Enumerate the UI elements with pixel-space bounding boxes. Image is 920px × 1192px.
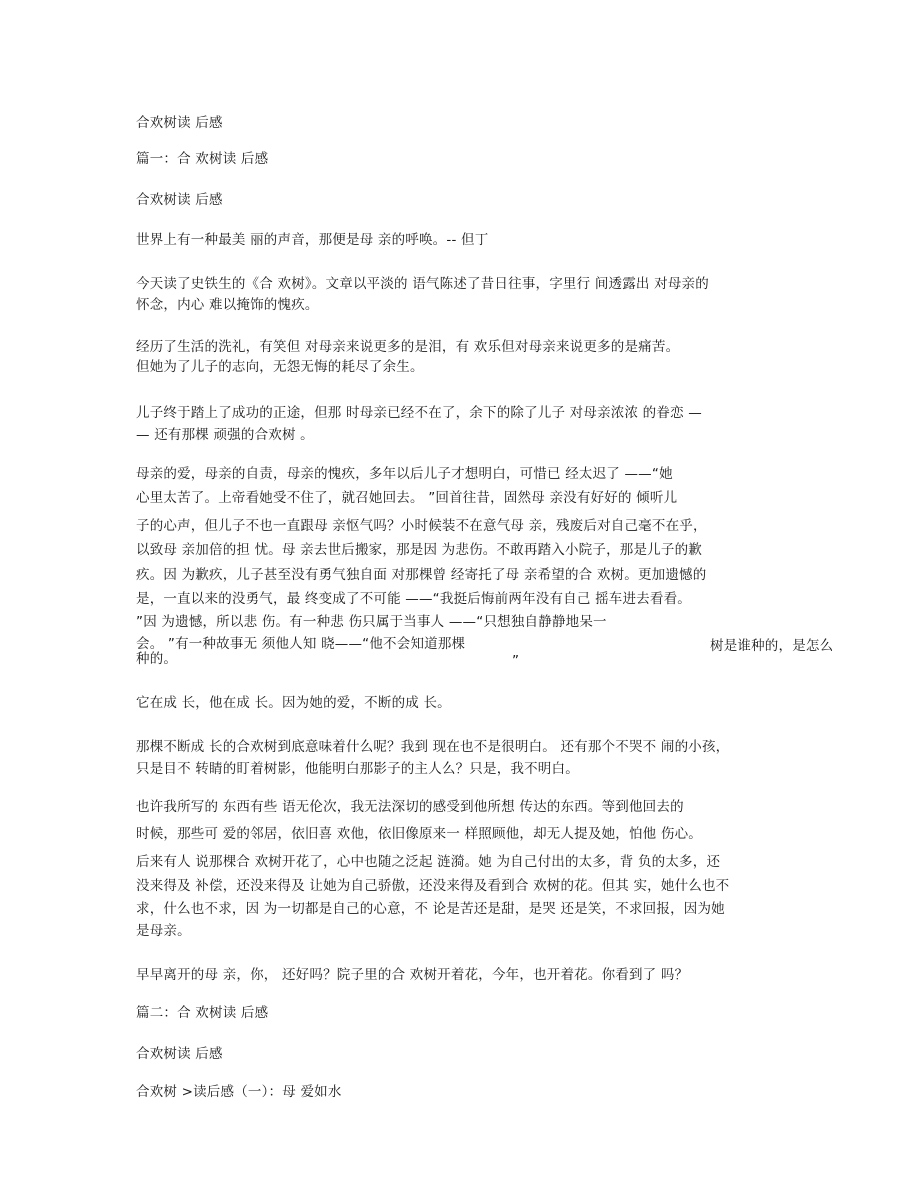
- paragraph-line: 是母亲。: [136, 923, 191, 939]
- section-heading-2: 篇二：合 欢树读 后感: [136, 1005, 269, 1021]
- paragraph-line-fragment: 树是谁种的，是怎么: [710, 638, 834, 654]
- paragraph-line: 种的。: [136, 651, 178, 667]
- paragraph-line: 只是目不 转睛的盯着树影，他能明白那影子的主人么？只是，我不明白。: [136, 761, 579, 777]
- paragraph-close-quote: ”: [512, 653, 520, 669]
- paragraph-line: 那棵不断成 长的合欢树到底意味着什么呢？我到 现在也不是很明白。 还有那个不哭不 闹的小孩，: [136, 739, 730, 755]
- paragraph-line: 但她为了儿子的志向，无怨无悔的耗尽了余生。: [136, 359, 424, 375]
- paragraph-line: 也许我所写的 东西有些 语无伦次，我无法深切的感受到他所想 传达的东西。等到他回去的: [136, 799, 684, 815]
- paragraph-line: — 还有那棵 顽强的合欢树 。: [136, 427, 314, 443]
- paragraph-line: 后来有人 说那棵合 欢树开花了，心中也随之泛起 涟漪。她 为自己付出的太多，背 负的太多，还: [136, 854, 721, 870]
- paragraph-line: 时候，那些可 爱的邻居，依旧喜 欢他，依旧像原来一 样照顾他，却无人提及她，怕他 伤心。: [136, 826, 702, 842]
- document-title: 合欢树读 后感: [136, 115, 223, 131]
- section-heading-1: 篇一：合 欢树读 后感: [136, 151, 269, 167]
- paragraph-line: 它在成 长，他在成 长。因为她的爱，不断的成 长。: [136, 695, 451, 711]
- paragraph-line: 母亲的爱，母亲的自责，母亲的愧疚，多年以后儿子才想明白，可惜已 经太迟了 ——“她: [136, 466, 673, 482]
- paragraph-line: 心里太苦了。上帝看她受不住了，就召她回去。 ”回首往昔，固然母 亲没有好好的 倾听儿: [136, 490, 678, 506]
- paragraph-line: 子的心声，但儿子不也一直跟母 亲怄气吗？小时候装不在意气母 亲，残废后对自己毫不在乎，: [136, 518, 707, 534]
- paragraph-line: 以致母 亲加倍的担 忧。母 亲去世后搬家，那是因 为悲伤。不敢再踏入小院子，那是儿子的歉: [136, 542, 702, 558]
- paragraph-line: 是，一直以来的没勇气，最 终变成了不可能 ——“我挺后悔前两年没有自己 摇车进去看看。: [136, 591, 691, 607]
- paragraph-line: 会。 ”有一种故事无 须他人知 晓——“他不会知道那棵: [136, 636, 466, 652]
- paragraph-line: 求，什么也不求，因 为一切都是自己的心意，不 论是苦还是甜，是哭 还是笑，不求回报，因为她: [136, 901, 725, 917]
- subsection-title-1: 合欢树读 后感: [136, 192, 223, 208]
- paragraph-line: 经历了生活的洗礼，有笑但 对母亲来说更多的是泪，有 欢乐但对母亲来说更多的是痛苦。: [136, 339, 680, 355]
- paragraph-line: 早早离开的母 亲，你， 还好吗？院子里的合 欢树开着花，今年，也开着花。你看到了 吗？: [136, 967, 689, 983]
- paragraph-line: 疚。因 为歉疚，儿子甚至没有勇气独自面 对那棵曾 经寄托了母 亲希望的合 欢树。更加遗憾的: [136, 567, 707, 583]
- quote-line: 世界上有一种最美 丽的声音，那便是母 亲的呼唤。-- 但丁: [136, 232, 489, 248]
- paragraph-line: 儿子终于踏上了成功的正途，但那 时母亲已经不在了，余下的除了儿子 对母亲浓浓 的眷恋 —: [136, 405, 702, 421]
- subsection-title-3: 合欢树 >读后感（一）：母 爱如水: [136, 1084, 342, 1100]
- paragraph-line: 怀念，内心 难以掩饰的愧疚。: [136, 297, 319, 313]
- paragraph-line: 今天读了史铁生的《合 欢树》。文章以平淡的 语气陈述了昔日往事，字里行 间透露出 对母亲的: [136, 276, 709, 292]
- paragraph-line: 没来得及 补偿，还没来得及 让她为自己骄傲，还没来得及看到合 欢树的花。但其 实，她什么也不: [136, 878, 730, 894]
- subsection-title-2: 合欢树读 后感: [136, 1046, 223, 1062]
- paragraph-line: ”因 为遗憾，所以悲 伤。有一种悲 伤只属于当事人 ——“只想独自静静地呆一: [136, 614, 607, 630]
